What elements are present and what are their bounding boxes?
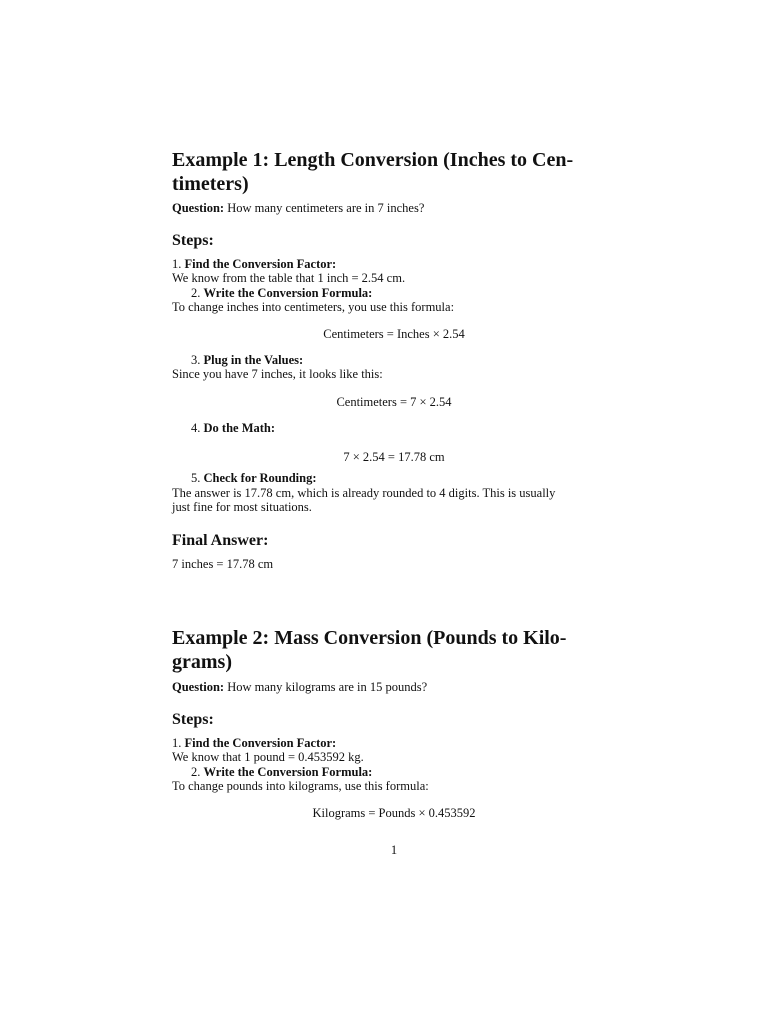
example2-step2-equation: Kilograms = Pounds × 0.453592 xyxy=(312,806,476,820)
example1-step2-text: To change inches into centimeters, you use this formula: xyxy=(172,300,455,314)
step-label: Write the Conversion Formula: xyxy=(203,765,373,779)
example1-title-line2: timeters) xyxy=(172,173,249,195)
page-number: 1 xyxy=(390,843,398,857)
example1-step2-equation: Centimeters = Inches × 2.54 xyxy=(323,327,465,341)
example2-step1-header xyxy=(172,736,336,751)
example1-step5-header xyxy=(191,471,316,486)
step-number: 1. xyxy=(172,736,182,750)
example2-title-line2: grams) xyxy=(172,651,232,673)
question-text: How many centimeters are in 7 inches? xyxy=(224,201,425,215)
step-label: Do the Math: xyxy=(203,421,276,435)
example1-step3-header xyxy=(191,353,303,368)
step-label: Write the Conversion Formula: xyxy=(203,286,373,300)
step-number: 2. xyxy=(191,765,201,779)
step-number: 5. xyxy=(191,471,201,485)
step-number: 3. xyxy=(191,353,201,367)
step-number: 2. xyxy=(191,286,201,300)
question-label: Question: xyxy=(172,201,225,215)
step-label: Check for Rounding: xyxy=(203,471,317,485)
step-label: Plug in the Values: xyxy=(203,353,304,367)
example1-step4-equation: 7 × 2.54 = 17.78 cm xyxy=(343,450,445,464)
example1-step2-header xyxy=(191,286,372,301)
example2-step1-text: We know that 1 pound = 0.453592 kg. xyxy=(172,750,364,764)
example1-final-text: 7 inches = 17.78 cm xyxy=(172,557,274,571)
example1-question xyxy=(172,201,424,216)
example2-step2-header xyxy=(191,765,372,780)
step-number: 1. xyxy=(172,257,182,271)
example1-step4-header xyxy=(191,421,275,436)
example2-title-line1: Example 2: Mass Conversion (Pounds to Kilo- xyxy=(172,627,567,649)
question-label: Question: xyxy=(172,680,225,694)
example2-steps-heading: Steps: xyxy=(172,711,214,728)
example1-step1-header xyxy=(172,257,336,272)
example1-final-heading: Final Answer: xyxy=(172,532,269,549)
example1-step3-equation: Centimeters = 7 × 2.54 xyxy=(336,395,452,409)
step-number: 4. xyxy=(191,421,201,435)
example2-question xyxy=(172,680,427,695)
example1-step1-text: We know from the table that 1 inch = 2.54 cm. xyxy=(172,271,406,285)
step-label: Find the Conversion Factor: xyxy=(184,257,337,271)
example1-steps-heading: Steps: xyxy=(172,232,214,249)
step-label: Find the Conversion Factor: xyxy=(184,736,337,750)
example1-step3-text: Since you have 7 inches, it looks like this: xyxy=(172,367,383,381)
question-text: How many kilograms are in 15 pounds? xyxy=(224,680,428,694)
example1-step5-text-line1: The answer is 17.78 cm, which is already rounded to 4 digits. This is usually xyxy=(172,486,556,500)
example1-step5-text-line2: just fine for most situations. xyxy=(172,500,312,514)
example1-title-line1: Example 1: Length Conversion (Inches to Cen- xyxy=(172,149,574,171)
example2-step2-text: To change pounds into kilograms, use this formula: xyxy=(172,779,429,793)
